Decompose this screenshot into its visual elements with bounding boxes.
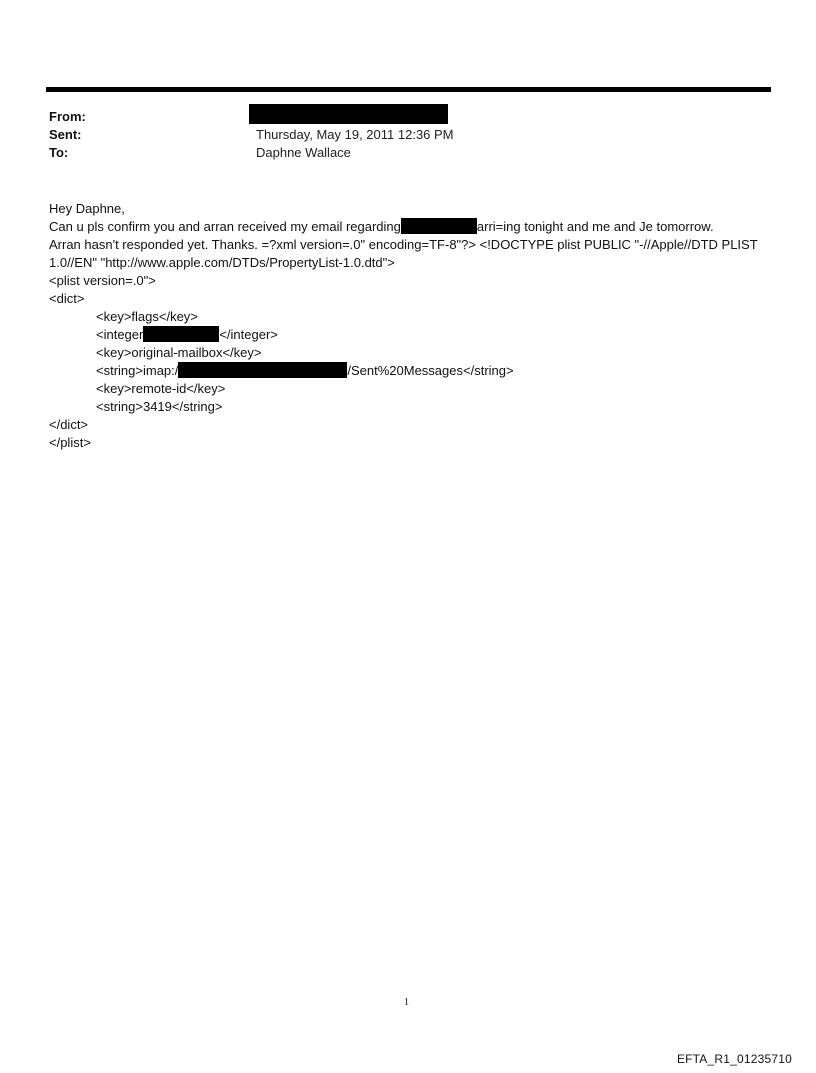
sent-label: Sent: xyxy=(49,127,82,142)
bates-number: EFTA_R1_01235710 xyxy=(676,1052,792,1066)
integer-open: <integer xyxy=(96,327,144,342)
key-flags: <key>flags</key> xyxy=(96,309,198,324)
key-remote: <key>remote-id</key> xyxy=(96,381,226,396)
plist-open: <plist version=.0"> xyxy=(49,273,156,288)
body-line-1 xyxy=(49,218,779,236)
integer-close: </integer> xyxy=(219,327,278,342)
body-line-1-end: arri=ing tonight and me and Je tomorrow. xyxy=(476,219,714,234)
string-sent: /Sent%20Messages</string> xyxy=(347,363,514,378)
plist-close: </plist> xyxy=(49,435,91,450)
string-imap-line xyxy=(49,362,779,380)
mailbox-redaction xyxy=(178,362,347,378)
string-remote: <string>3419</string> xyxy=(96,399,223,414)
string-imap: <string>imap:/ xyxy=(96,363,179,378)
page-number: 1 xyxy=(404,997,409,1008)
body-line-1-start: Can u pls confirm you and arran received my email regarding xyxy=(49,219,401,234)
from-label: From: xyxy=(49,109,86,124)
dict-open: <dict> xyxy=(49,291,85,306)
header-rule xyxy=(46,87,771,92)
from-redaction xyxy=(249,104,448,124)
body-line-3: 1.0//EN" "http://www.apple.com/DTDs/PropertyList-1.0.dtd"> xyxy=(49,255,395,270)
dict-close: </dict> xyxy=(49,417,89,432)
greeting: Hey Daphne, xyxy=(49,201,125,216)
body-line-2: Arran hasn't responded yet. Thanks. =?xml version=.0" encoding=TF-8"?> <!DOCTYPE plist PUBLIC "-//Apple//DTD PLIST xyxy=(49,237,758,252)
sent-value: Thursday, May 19, 2011 12:36 PM xyxy=(256,127,454,142)
integer-line xyxy=(49,326,779,344)
to-value: Daphne Wallace xyxy=(256,145,351,160)
key-mailbox: <key>original-mailbox</key> xyxy=(96,345,262,360)
subject-redaction xyxy=(401,218,477,234)
integer-redaction xyxy=(143,326,219,342)
email-body xyxy=(49,200,779,452)
to-label: To: xyxy=(49,145,69,160)
